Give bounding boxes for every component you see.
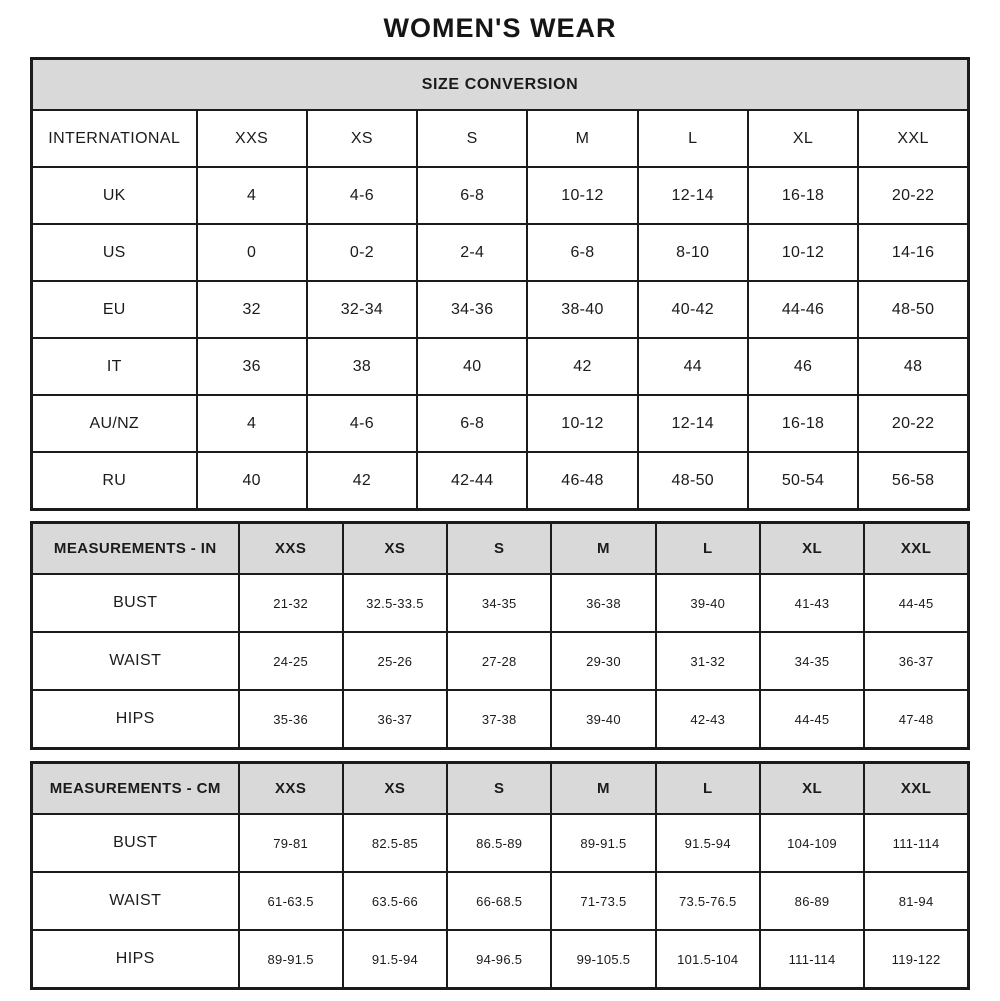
table-title: MEASUREMENTS - IN	[32, 523, 239, 575]
table-cell: 61-63.5	[239, 872, 343, 930]
table-cell: 44-46	[748, 281, 858, 338]
page-title: WOMEN'S WEAR	[383, 13, 617, 43]
table-cell: 56-58	[858, 452, 968, 510]
table-cell: 10-12	[748, 224, 858, 281]
column-header: XXL	[864, 523, 968, 575]
table-cell: 47-48	[864, 690, 968, 749]
measurements-in-table	[30, 521, 970, 750]
table-cell: 79-81	[239, 814, 343, 872]
table-cell: 66-68.5	[447, 872, 551, 930]
table-cell: 36-37	[864, 632, 968, 690]
column-header: XXL	[864, 763, 968, 815]
size-conversion-table	[30, 57, 970, 511]
row-header: IT	[32, 338, 197, 395]
table-cell: 0-2	[307, 224, 417, 281]
table-cell: 40	[197, 452, 307, 510]
column-header-row	[32, 110, 969, 167]
table-cell: 50-54	[748, 452, 858, 510]
table-cell: 36	[197, 338, 307, 395]
table-cell: 10-12	[527, 395, 637, 452]
table-cell: 44-45	[760, 690, 864, 749]
table-cell: 46	[748, 338, 858, 395]
table-cell: 44	[638, 338, 748, 395]
column-header: M	[527, 110, 637, 167]
table-cell: 31-32	[656, 632, 760, 690]
table-cell: 32	[197, 281, 307, 338]
column-header: INTERNATIONAL	[32, 110, 197, 167]
table-cell: 39-40	[656, 574, 760, 632]
size-chart-page	[30, 0, 970, 990]
table-cell: 39-40	[551, 690, 655, 749]
table-cell: 4	[197, 167, 307, 224]
column-header: XS	[343, 523, 447, 575]
column-header: XL	[760, 523, 864, 575]
table-row	[32, 224, 969, 281]
table-cell: 36-37	[343, 690, 447, 749]
table-cell: 99-105.5	[551, 930, 655, 989]
table-cell: 73.5-76.5	[656, 872, 760, 930]
table-cell: 42-44	[417, 452, 527, 510]
row-header: HIPS	[32, 690, 239, 749]
table-row	[32, 574, 969, 632]
row-header: AU/NZ	[32, 395, 197, 452]
row-header: EU	[32, 281, 197, 338]
table-cell: 37-38	[447, 690, 551, 749]
table-cell: 86.5-89	[447, 814, 551, 872]
table-cell: 86-89	[760, 872, 864, 930]
table-title: SIZE CONVERSION	[32, 59, 969, 111]
table-cell: 42	[527, 338, 637, 395]
table-cell: 2-4	[417, 224, 527, 281]
table-cell: 91.5-94	[656, 814, 760, 872]
row-header: WAIST	[32, 872, 239, 930]
column-header: M	[551, 763, 655, 815]
table-row	[32, 281, 969, 338]
column-header: XS	[307, 110, 417, 167]
table-cell: 42-43	[656, 690, 760, 749]
table-cell: 38	[307, 338, 417, 395]
table-cell: 48-50	[858, 281, 968, 338]
table-cell: 4-6	[307, 395, 417, 452]
column-header: XXS	[197, 110, 307, 167]
table-cell: 25-26	[343, 632, 447, 690]
table-cell: 6-8	[417, 395, 527, 452]
table-title: MEASUREMENTS - CM	[32, 763, 239, 815]
column-header: L	[656, 523, 760, 575]
table-cell: 35-36	[239, 690, 343, 749]
column-header: S	[417, 110, 527, 167]
column-header: S	[447, 523, 551, 575]
table-cell: 34-35	[760, 632, 864, 690]
table-cell: 20-22	[858, 167, 968, 224]
table-cell: 82.5-85	[343, 814, 447, 872]
table-cell: 32.5-33.5	[343, 574, 447, 632]
table-cell: 34-36	[417, 281, 527, 338]
column-header: XL	[760, 763, 864, 815]
table-cell: 40	[417, 338, 527, 395]
table-cell: 101.5-104	[656, 930, 760, 989]
table-cell: 71-73.5	[551, 872, 655, 930]
measurements-cm-table	[30, 761, 970, 990]
table-row	[32, 167, 969, 224]
table-cell: 21-32	[239, 574, 343, 632]
column-header: L	[638, 110, 748, 167]
table-cell: 6-8	[417, 167, 527, 224]
table-row	[32, 930, 969, 989]
table-cell: 46-48	[527, 452, 637, 510]
table-cell: 20-22	[858, 395, 968, 452]
table-cell: 34-35	[447, 574, 551, 632]
table-cell: 63.5-66	[343, 872, 447, 930]
table-cell: 8-10	[638, 224, 748, 281]
table-row	[32, 395, 969, 452]
column-header: S	[447, 763, 551, 815]
table-cell: 91.5-94	[343, 930, 447, 989]
table-cell: 0	[197, 224, 307, 281]
table-cell: 40-42	[638, 281, 748, 338]
table-cell: 94-96.5	[447, 930, 551, 989]
table-cell: 111-114	[760, 930, 864, 989]
table-cell: 119-122	[864, 930, 968, 989]
table-cell: 4	[197, 395, 307, 452]
row-header: HIPS	[32, 930, 239, 989]
row-header: US	[32, 224, 197, 281]
column-header: XXS	[239, 523, 343, 575]
table-cell: 32-34	[307, 281, 417, 338]
table-cell: 29-30	[551, 632, 655, 690]
row-header: BUST	[32, 814, 239, 872]
column-header: L	[656, 763, 760, 815]
column-header: XXL	[858, 110, 968, 167]
column-header: XS	[343, 763, 447, 815]
table-row	[32, 814, 969, 872]
table-cell: 48-50	[638, 452, 748, 510]
column-header: XL	[748, 110, 858, 167]
table-cell: 24-25	[239, 632, 343, 690]
header-row	[32, 763, 969, 815]
table-cell: 10-12	[527, 167, 637, 224]
table-cell: 14-16	[858, 224, 968, 281]
column-header: M	[551, 523, 655, 575]
table-cell: 36-38	[551, 574, 655, 632]
column-header: XXS	[239, 763, 343, 815]
table-cell: 44-45	[864, 574, 968, 632]
table-cell: 12-14	[638, 167, 748, 224]
header-row	[32, 523, 969, 575]
table-row	[32, 632, 969, 690]
table-cell: 48	[858, 338, 968, 395]
table-cell: 12-14	[638, 395, 748, 452]
table-cell: 89-91.5	[551, 814, 655, 872]
row-header: BUST	[32, 574, 239, 632]
row-header: RU	[32, 452, 197, 510]
table-cell: 89-91.5	[239, 930, 343, 989]
table-row	[32, 872, 969, 930]
table-row	[32, 338, 969, 395]
row-header: WAIST	[32, 632, 239, 690]
table-cell: 38-40	[527, 281, 637, 338]
row-header: UK	[32, 167, 197, 224]
table-cell: 16-18	[748, 395, 858, 452]
table-cell: 41-43	[760, 574, 864, 632]
table-cell: 6-8	[527, 224, 637, 281]
table-title-row	[32, 59, 969, 111]
table-cell: 104-109	[760, 814, 864, 872]
table-cell: 81-94	[864, 872, 968, 930]
table-row	[32, 690, 969, 749]
table-cell: 27-28	[447, 632, 551, 690]
table-cell: 4-6	[307, 167, 417, 224]
table-cell: 42	[307, 452, 417, 510]
table-row	[32, 452, 969, 510]
table-cell: 16-18	[748, 167, 858, 224]
table-cell: 111-114	[864, 814, 968, 872]
